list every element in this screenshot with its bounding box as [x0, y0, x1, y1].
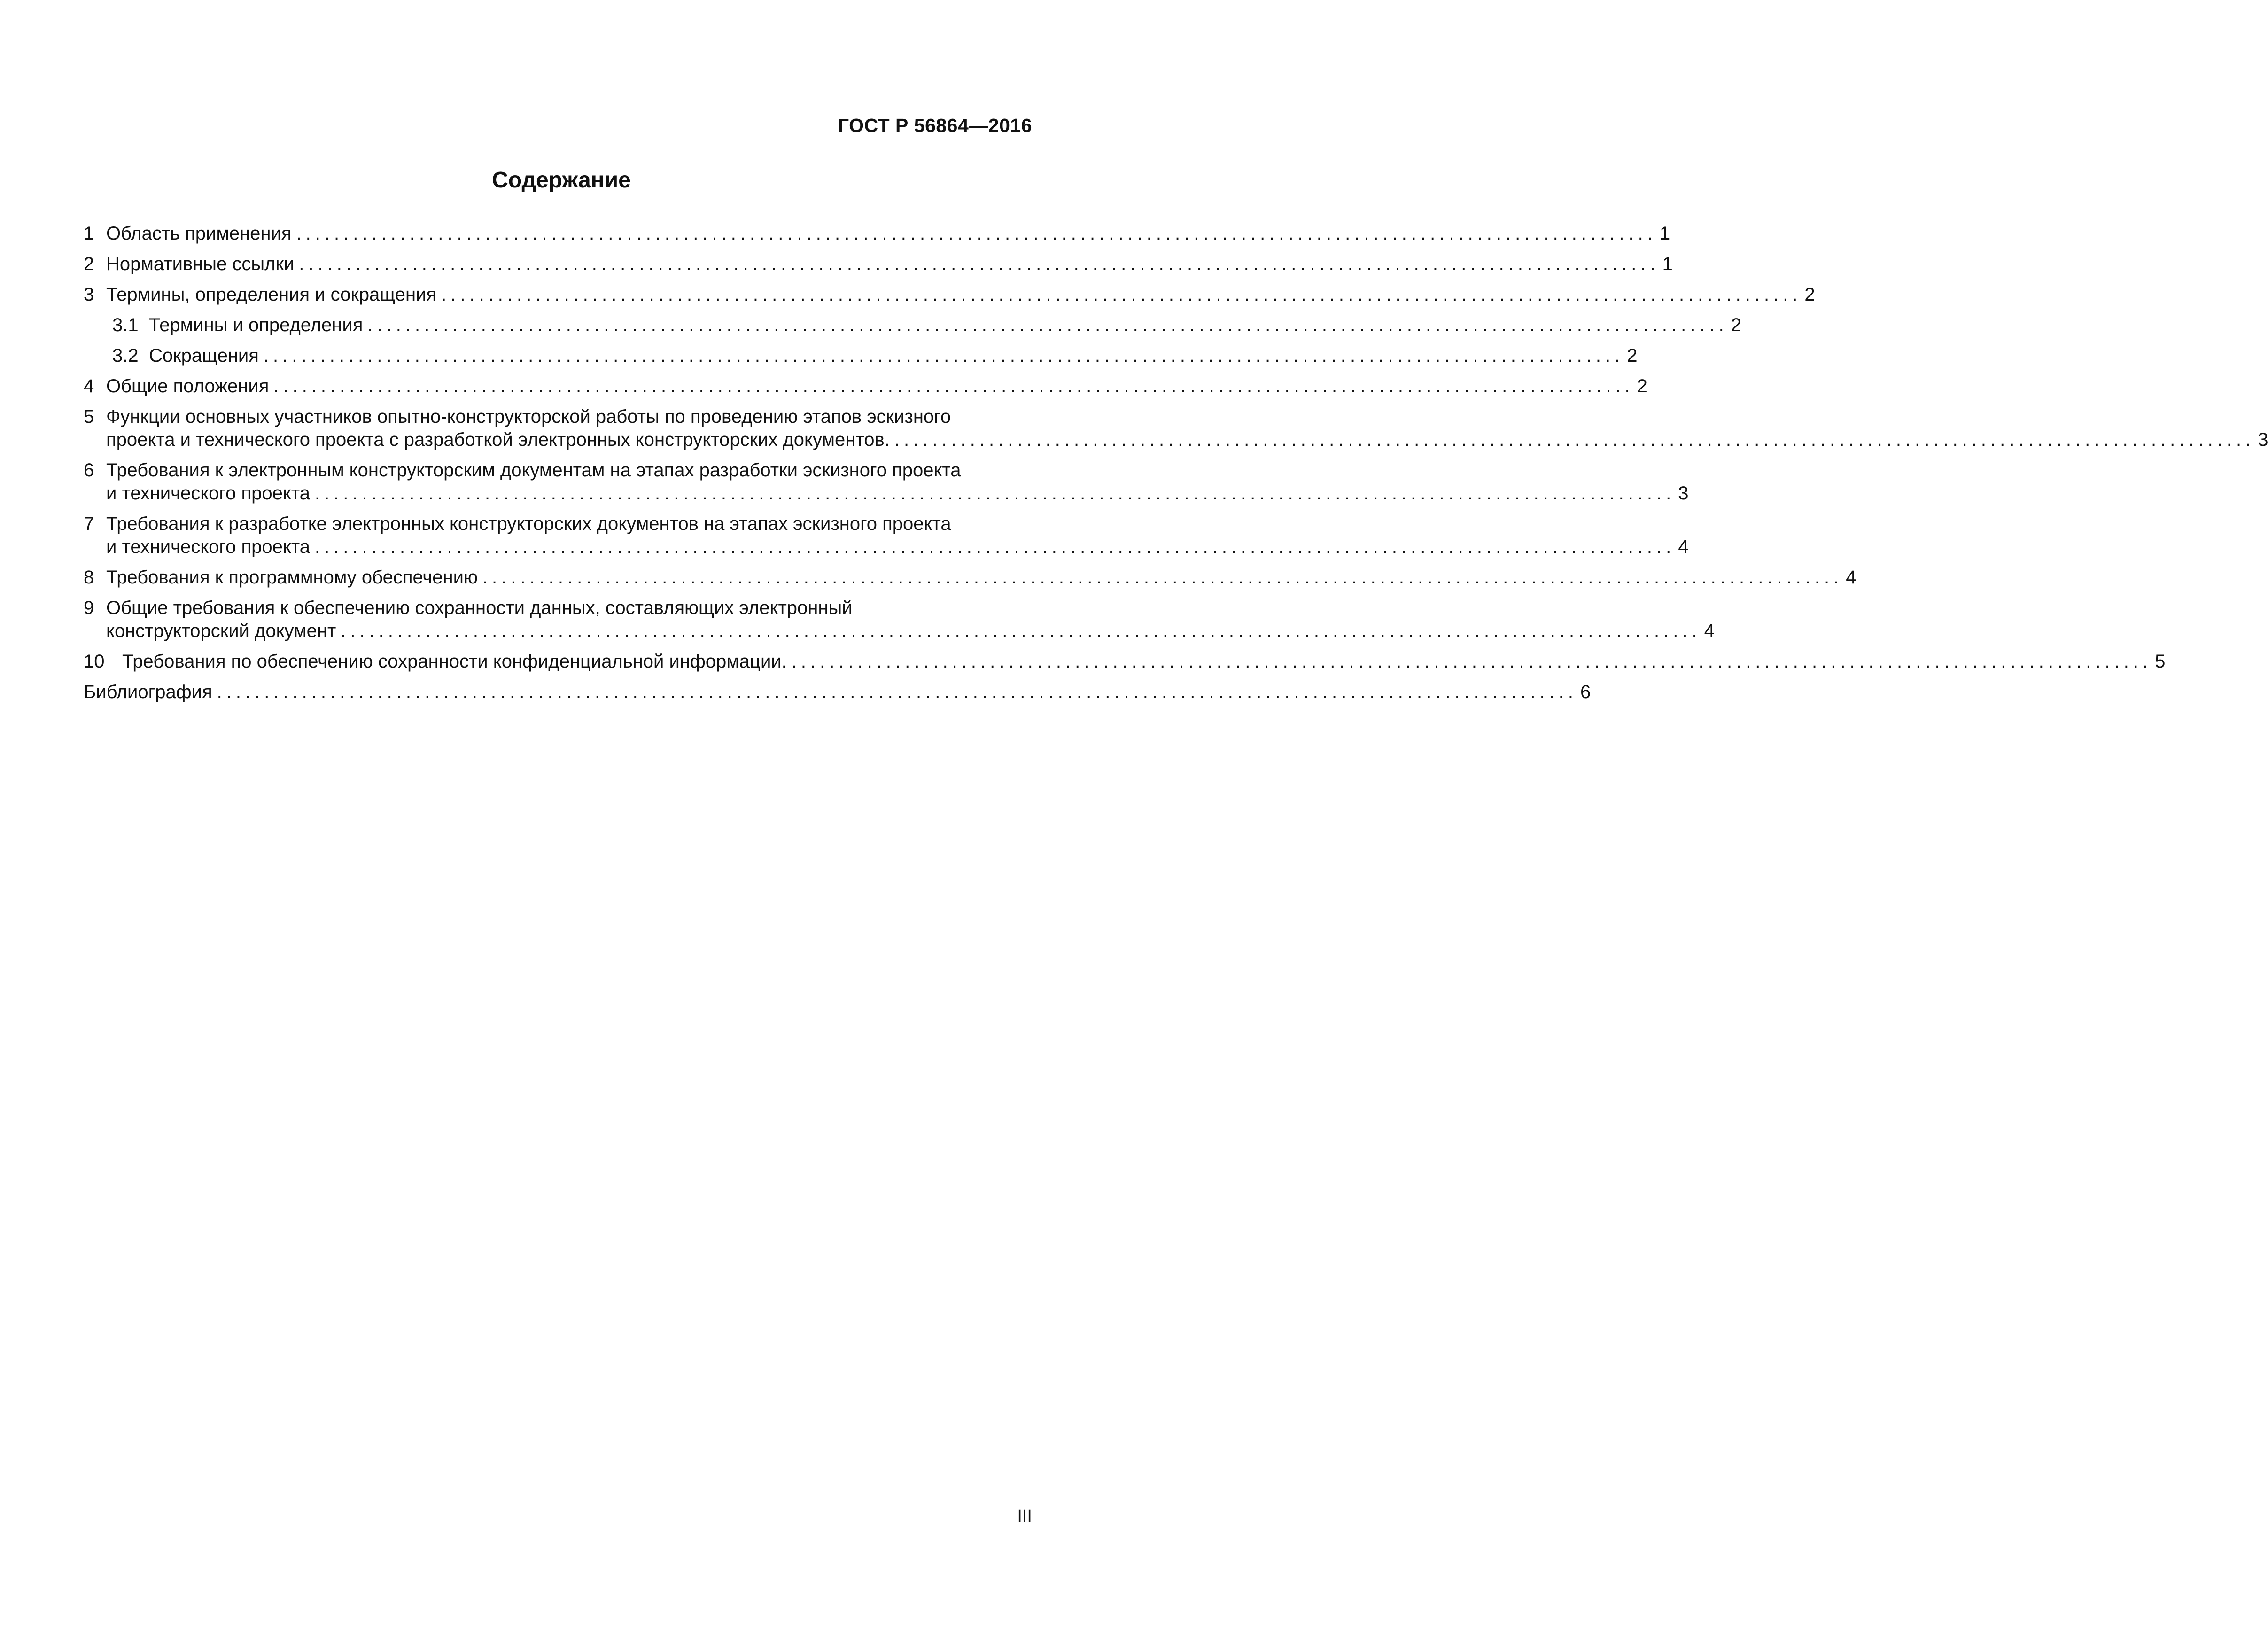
toc-entry-page: 3	[2258, 429, 2268, 450]
dot-leader: ................................................................................................................................................	[314, 536, 1676, 557]
toc-entry-1[interactable]	[84, 222, 1670, 245]
toc-entry-5[interactable]	[84, 405, 2268, 451]
toc-entry-title: Функции основных участников опытно-конструкторской работы по проведению этапов эскизного	[106, 406, 951, 427]
dot-leader: ................................................................................................................................................	[341, 621, 1701, 641]
dot-leader: ................................................................................................................................................	[367, 315, 1728, 335]
toc-entry-6[interactable]	[84, 459, 1689, 505]
dot-leader: ................................................................................................................................................	[314, 483, 1676, 504]
toc-entry-title: Требования к электронным конструкторским документам на этапах разработки эскизного проекта	[106, 460, 961, 481]
toc-entry-number: 3.1	[112, 315, 139, 335]
toc-entry-9[interactable]	[84, 597, 1715, 643]
standard-number: ГОСТ Р 56864—2016	[838, 115, 1032, 136]
toc-entry-2[interactable]	[84, 253, 1673, 276]
toc-entry-title: Сокращения	[149, 345, 259, 366]
toc-entry-title: Требования к разработке электронных конструкторских документов на этапах эскизного проекта	[106, 513, 951, 534]
toc-entry-3-2[interactable]	[84, 344, 1638, 367]
dot-leader: ................................................................................................................................................	[791, 651, 2152, 672]
dot-leader: ................................................................................................................................................	[894, 429, 2255, 450]
toc-entry-page: 4	[1704, 621, 1715, 641]
toc-entry-page: 2	[1627, 345, 1638, 366]
toc-title: Содержание	[492, 168, 631, 193]
toc-entry-number: 1	[84, 223, 94, 244]
toc-entry-title-continued: проекта и технического проекта с разработкой электронных конструкторских документов.	[106, 429, 890, 450]
toc-entry-page: 6	[1580, 682, 1591, 702]
toc-entry-number: 10	[84, 651, 105, 672]
toc-entry-title: Общие положения	[106, 376, 269, 396]
dot-leader: ................................................................................................................................................	[273, 376, 1634, 396]
toc-entry-page: 1	[1659, 223, 1670, 244]
toc-entry-number: 2	[84, 254, 94, 274]
toc-entry-page: 2	[1804, 284, 1815, 305]
toc-entry-title: Термины и определения	[149, 315, 363, 335]
toc-entry-10[interactable]	[84, 650, 2166, 673]
dot-leader: ................................................................................................................................................	[296, 223, 1657, 244]
toc-entry-number: 8	[84, 567, 94, 588]
toc-entry-title: Общие требования к обеспечению сохранности данных, составляющих электронный	[106, 598, 853, 618]
toc-entry-3-1[interactable]	[84, 314, 1741, 337]
toc-entry-page: 1	[1662, 254, 1673, 274]
table-of-contents	[84, 222, 2268, 711]
toc-entry-number: 9	[84, 598, 94, 618]
toc-entry-3[interactable]	[84, 283, 1815, 306]
toc-entry-number: 6	[84, 460, 94, 481]
toc-entry-page: 2	[1731, 315, 1741, 335]
dot-leader: ................................................................................................................................................	[217, 682, 1577, 702]
dot-leader: ................................................................................................................................................	[299, 254, 1660, 274]
toc-entry-title: Нормативные ссылки	[106, 254, 295, 274]
toc-entry-title: Требования к программному обеспечению	[106, 567, 478, 588]
toc-entry-title: Требования по обеспечению сохранности конфиденциальной информации.	[122, 651, 787, 672]
toc-entry-page: 4	[1678, 536, 1689, 557]
dot-leader: ................................................................................................................................................	[482, 567, 1843, 588]
toc-entry-page: 2	[1637, 376, 1647, 396]
toc-entry-title-continued: конструкторский документ	[106, 621, 336, 641]
dot-leader: ................................................................................................................................................	[263, 345, 1624, 366]
toc-entry-page: 4	[1846, 567, 1856, 588]
toc-entry-title-continued: и технического проекта	[106, 536, 310, 557]
toc-entry-title: Термины, определения и сокращения	[106, 284, 437, 305]
toc-entry-number: 3	[84, 284, 94, 305]
toc-entry-bibliography[interactable]	[84, 681, 1591, 704]
toc-entry-7[interactable]	[84, 513, 1689, 559]
toc-entry-title: Библиография	[84, 682, 212, 702]
toc-entry-number: 4	[84, 376, 94, 396]
page-number: III	[1017, 1507, 1032, 1526]
toc-entry-number: 7	[84, 513, 94, 534]
toc-entry-title-continued: и технического проекта	[106, 483, 310, 504]
toc-entry-number: 3.2	[112, 345, 139, 366]
toc-entry-title: Область применения	[106, 223, 292, 244]
toc-entry-number: 5	[84, 406, 94, 427]
toc-entry-page: 3	[1678, 483, 1689, 504]
toc-entry-8[interactable]	[84, 566, 1856, 589]
toc-entry-page: 5	[2155, 651, 2166, 672]
toc-entry-4[interactable]	[84, 375, 1647, 398]
dot-leader: ................................................................................................................................................	[441, 284, 1802, 305]
